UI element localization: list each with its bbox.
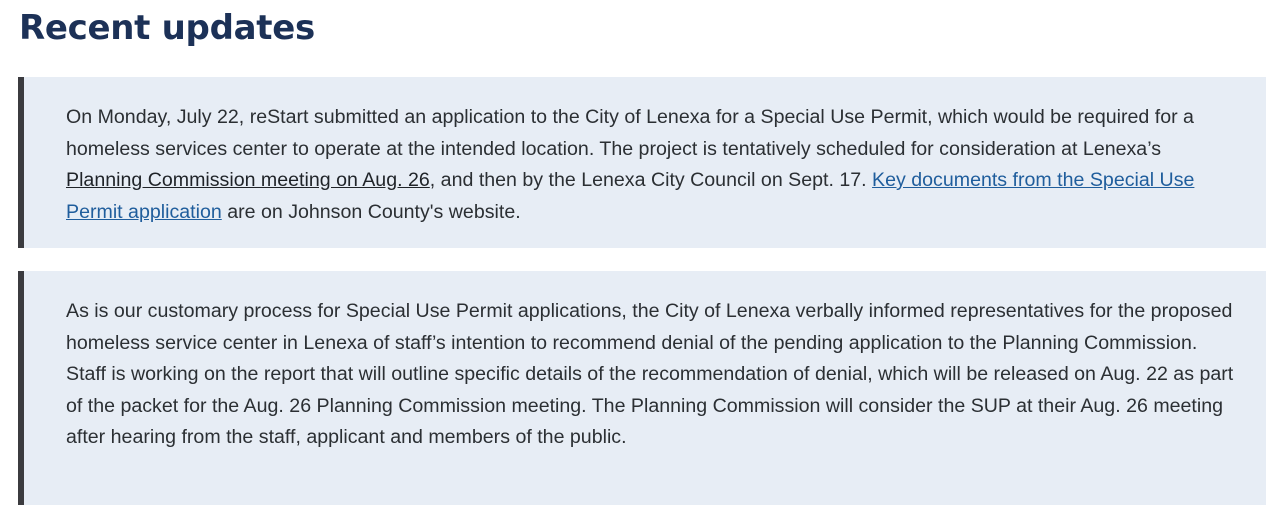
planning-commission-meeting-link[interactable]: Planning Commission meeting on Aug. 26 — [66, 169, 430, 191]
update-callout-staff-recommendation — [18, 271, 1266, 505]
update-text: , and then by the Lenexa City Council on Sept. 17. — [429, 169, 873, 191]
update-text: On Monday, July 22, reStart submitted an application to the City of Lenexa for a Special Use Permit, which would be required for a homeless services center to operate at the intended location. The project is tentatively scheduled for consideration at Lenexa’s — [66, 106, 1194, 160]
page-title: Recent updates — [19, 8, 315, 48]
update-paragraph — [66, 102, 1236, 228]
update-text: are on Johnson County's website. — [221, 200, 521, 223]
key-documents-link[interactable]: Key documents from the Special Use Permit application — [66, 169, 1195, 223]
update-callout-application — [18, 77, 1266, 248]
update-paragraph: As is our customary process for Special Use Permit applications, the City of Lenexa verbally informed representatives for the proposed homeless service center in Lenexa of staff’s intention to recommend denial of the pending application to the Planning Commission. Staff is working on the report that will outline specific details of the recommendation of denial, which will be released on Aug. 22 as part of the packet for the Aug. 26 Planning Commission meeting. The Planning Commission will consider the SUP at their Aug. 26 meeting after hearing from the staff, applicant and members of the public. — [66, 300, 1234, 448]
